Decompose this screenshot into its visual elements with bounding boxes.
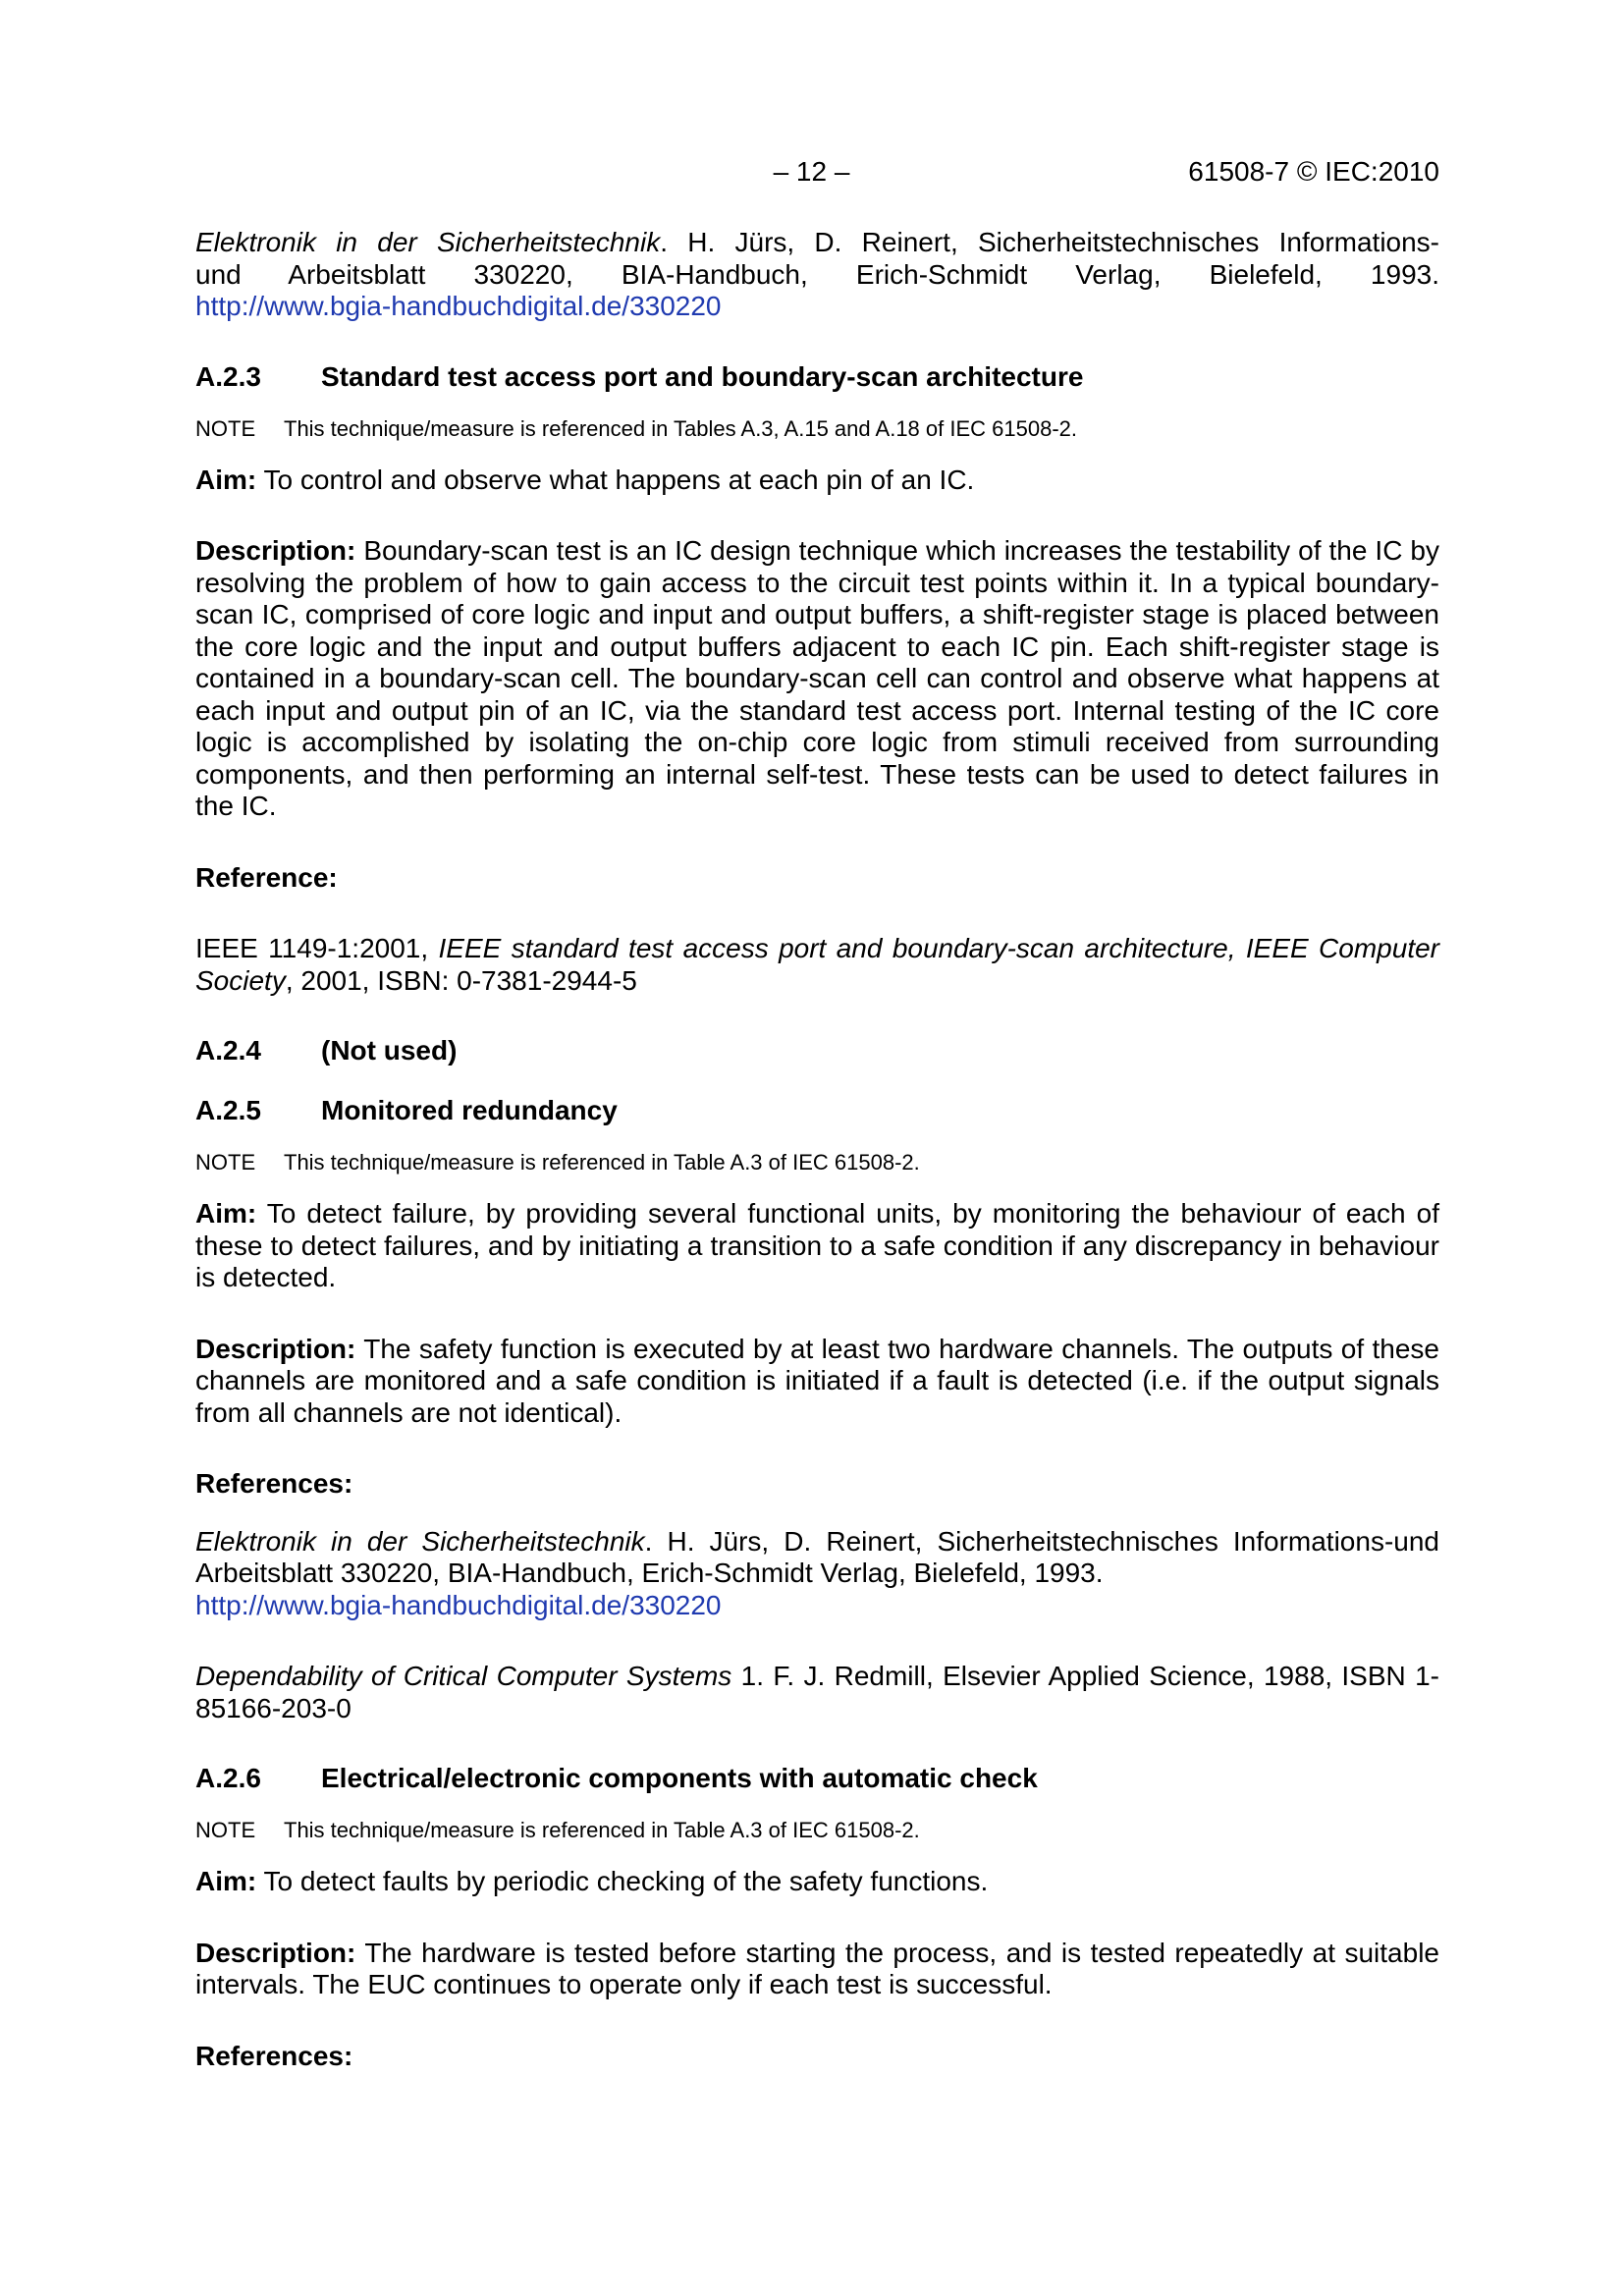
description-paragraph: Description: Boundary-scan test is an IC design technique which increases the testability of the IC by resolving the problem of how to gain access to the circuit test points within it. In a typical boundary-scan IC, comprised of core logic and input and output buffers, a shift-register stage is placed between the core logic and the input and output buffers adjacent to each IC pin. Each shift-register stage is contained in a boundary-scan cell. The boundary-scan cell can control and observe what happens at each input and output pin of an IC, via the standard test access port. Internal testing of the IC core logic is accomplished by isolating the on-chip core logic from stimuli received from surrounding components, and then performing an internal self-test. These tests can be used to detect failures in the IC. (195, 535, 1439, 821)
reference-title: IEEE standard test access port and boundary-scan architecture, IEEE Computer Society (195, 933, 1439, 996)
aim-label: Aim: (195, 1866, 257, 1896)
section-heading-a23 (195, 360, 1439, 394)
section-title: Monitored redundancy (321, 1095, 618, 1125)
reference-title: Dependability of Critical Computer Systems (195, 1661, 732, 1691)
document-id: 61508-7 © IEC:2010 (1188, 156, 1439, 187)
aim-paragraph: Aim: To detect faults by periodic checking of the safety functions. (195, 1866, 989, 1896)
description-label: Description: (195, 1937, 356, 1968)
references-label: References: (195, 2040, 353, 2071)
note-text: This technique/measure is referenced in Table A.3 of IEC 61508-2. (284, 1818, 920, 1842)
description-label: Description: (195, 535, 356, 566)
note-label: NOTE (195, 1150, 256, 1175)
reference-label: Reference: (195, 861, 338, 893)
aim-label: Aim: (195, 464, 257, 495)
section-heading-a24 (195, 1034, 1439, 1067)
reference-block-top (195, 227, 1439, 323)
section-title: Electrical/electronic components with automatic check (321, 1763, 1038, 1793)
reference-title: Elektronik in der Sicherheitstechnik (195, 1525, 645, 1557)
references-label: References: (195, 1468, 353, 1499)
aim-label: Aim: (195, 1198, 257, 1229)
reference-entry: Elektronik in der Sicherheitstechnik. H. Jürs, D. Reinert, Sicherheitstechnisches Informations-und Arbeitsblatt 330220, BIA-Handbuch, Erich-Schmidt Verlag, Bielefeld, 1993. (195, 1525, 1439, 1588)
reference-line: Elektronik in der Sicherheitstechnik. H. Jürs, D. Reinert, Sicherheitstechnisches Informations- (195, 227, 1440, 257)
section-heading-a25 (195, 1094, 1439, 1127)
note (195, 1817, 1439, 1844)
section-number: A.2.6 (195, 1763, 261, 1793)
note-label: NOTE (195, 415, 256, 441)
note-text: This technique/measure is referenced in Tables A.3, A.15 and A.18 of IEC 61508-2. (284, 415, 1077, 441)
note (195, 415, 1439, 443)
description-paragraph: Description: The hardware is tested before starting the process, and is tested repeatedly at suitable intervals. The EUC continues to operate only if each test is successful. (195, 1937, 1439, 1999)
page-content (195, 227, 1439, 2072)
reference-entry: Dependability of Critical Computer Systems 1. F. J. Redmill, Elsevier Applied Science, 1988, ISBN 1-85166-203-0 (195, 1661, 1439, 1723)
aim-paragraph: Aim: To control and observe what happens at each pin of an IC. (195, 464, 975, 495)
section-number: A.2.5 (195, 1095, 261, 1125)
description-paragraph: Description: The safety function is executed by at least two hardware channels. The outputs of these channels are monitored and a safe condition is initiated if a fault is detected (i.e. if the output signals from all channels are not identical). (195, 1333, 1439, 1428)
section-title: (Not used) (321, 1035, 458, 1066)
section-number: A.2.3 (195, 360, 261, 392)
note-label: NOTE (195, 1818, 256, 1842)
page-number: – 12 – (773, 156, 850, 187)
reference-link[interactable]: http://www.bgia-handbuchdigital.de/330220 (195, 1589, 722, 1620)
aim-paragraph: Aim: To detect failure, by providing several functional units, by monitoring the behaviour of each of these to detect failures, and by initiating a transition to a safe condition if any discrepancy in behaviour is detected. (195, 1198, 1439, 1292)
reference-title: Elektronik in der Sicherheitstechnik (195, 227, 661, 257)
description-label: Description: (195, 1333, 356, 1364)
note-text: This technique/measure is referenced in Table A.3 of IEC 61508-2. (284, 1150, 920, 1175)
section-title: Standard test access port and boundary-scan architecture (321, 360, 1084, 392)
reference-link[interactable]: http://www.bgia-handbuchdigital.de/330220 (195, 291, 722, 321)
reference-line: und Arbeitsblatt 330220, BIA-Handbuch, Erich-Schmidt Verlag, Bielefeld, 1993. (195, 258, 1439, 290)
reference-entry: IEEE 1149-1:2001, IEEE standard test access port and boundary-scan architecture, IEEE Computer Society, 2001, ISBN: 0-7381-2944-5 (195, 933, 1439, 996)
note (195, 1149, 1439, 1176)
section-number: A.2.4 (195, 1035, 261, 1066)
section-heading-a26 (195, 1762, 1439, 1795)
